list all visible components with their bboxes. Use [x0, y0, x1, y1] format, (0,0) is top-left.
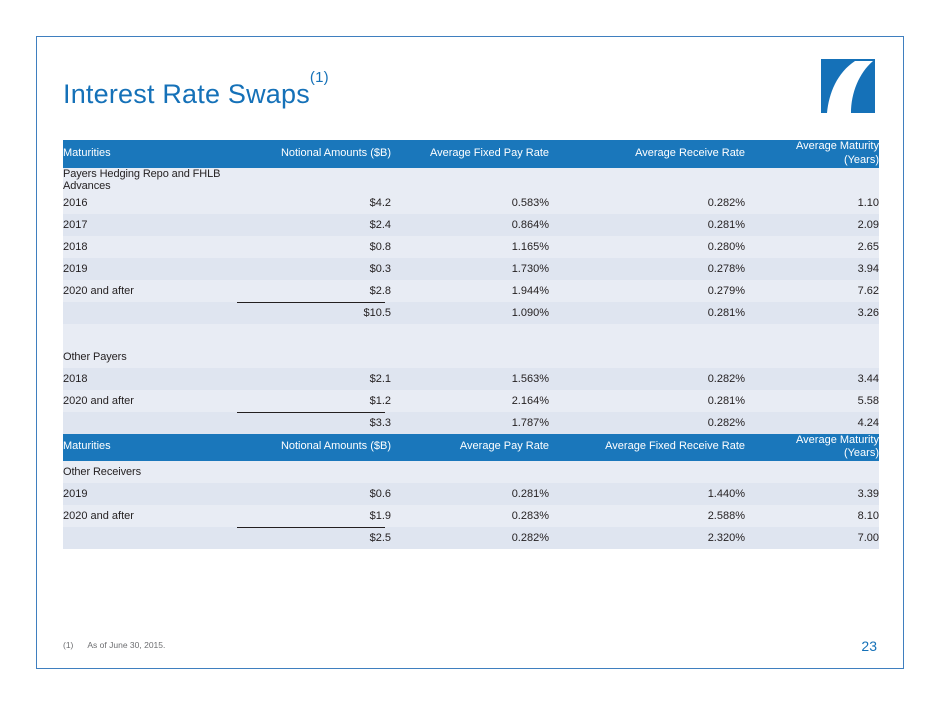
- row-notional: $0.8: [231, 236, 391, 258]
- row-col5: 5.58: [745, 390, 879, 412]
- slide-frame: [36, 36, 904, 669]
- table-row: [63, 258, 879, 280]
- row-col4: 0.280%: [549, 236, 745, 258]
- interest-rate-swaps-table: [63, 140, 879, 549]
- footnote-text: As of June 30, 2015.: [87, 640, 166, 650]
- row-col4: 0.281%: [549, 390, 745, 412]
- table-total-row: [63, 412, 879, 434]
- row-col5: 7.62: [745, 280, 879, 302]
- logo-swoosh-icon: [821, 59, 875, 113]
- table-row: [63, 214, 879, 236]
- row-notional: $2.4: [231, 214, 391, 236]
- section-label-payers-hedging: Payers Hedging Repo and FHLB Advances: [63, 168, 231, 192]
- row-maturity: 2020 and after: [63, 505, 231, 527]
- table-row: [63, 280, 879, 302]
- header1-avg-fixed-pay-rate: Average Fixed Pay Rate: [391, 140, 549, 168]
- header2-avg-maturity: [745, 434, 879, 462]
- section-blank-cell: [745, 461, 879, 483]
- header2-maturities: Maturities: [63, 434, 231, 462]
- row-col5: 1.10: [745, 192, 879, 214]
- row-col3: 0.864%: [391, 214, 549, 236]
- row-notional: $1.9: [231, 505, 391, 527]
- row-notional: $0.3: [231, 258, 391, 280]
- row-col3: 1.944%: [391, 280, 549, 302]
- total-col3: 0.282%: [391, 527, 549, 549]
- row-col3: 0.283%: [391, 505, 549, 527]
- section-blank-cell: [391, 461, 549, 483]
- row-col4: 0.282%: [549, 368, 745, 390]
- row-col3: 2.164%: [391, 390, 549, 412]
- header2-avg-pay-rate: Average Pay Rate: [391, 434, 549, 462]
- row-col4: 0.279%: [549, 280, 745, 302]
- table-spacer-row: [63, 324, 879, 346]
- page-title-footnote-marker: (1): [309, 68, 329, 86]
- row-col3: 1.563%: [391, 368, 549, 390]
- section-blank-cell: [549, 168, 745, 192]
- row-col4: 0.278%: [549, 258, 745, 280]
- row-col4: 2.588%: [549, 505, 745, 527]
- total-col3: 1.090%: [391, 302, 549, 324]
- table-row: [63, 236, 879, 258]
- total-notional: $10.5: [231, 302, 391, 324]
- footnote-marker: (1): [63, 640, 74, 650]
- section-blank-cell: [549, 461, 745, 483]
- row-notional: $2.1: [231, 368, 391, 390]
- row-col5: 2.65: [745, 236, 879, 258]
- spacer-cell: [231, 324, 391, 346]
- section-blank-cell: [745, 346, 879, 368]
- table-row: [63, 483, 879, 505]
- row-maturity: 2019: [63, 258, 231, 280]
- row-col5: 3.39: [745, 483, 879, 505]
- row-maturity: 2019: [63, 483, 231, 505]
- total-notional: $3.3: [231, 412, 391, 434]
- total-col5: 3.26: [745, 302, 879, 324]
- header1-avg-maturity-line1: Average Maturity: [796, 140, 879, 152]
- table-row: [63, 192, 879, 214]
- row-col4: 0.281%: [549, 214, 745, 236]
- table-total-row: [63, 527, 879, 549]
- table-section-label-row: [63, 346, 879, 368]
- total-col5: 7.00: [745, 527, 879, 549]
- row-col5: 3.94: [745, 258, 879, 280]
- footnote: [63, 640, 165, 650]
- section-blank-cell: [549, 346, 745, 368]
- row-maturity: 2017: [63, 214, 231, 236]
- row-col3: 0.281%: [391, 483, 549, 505]
- row-maturity: 2020 and after: [63, 280, 231, 302]
- row-col4: 1.440%: [549, 483, 745, 505]
- total-col5: 4.24: [745, 412, 879, 434]
- table-row: [63, 505, 879, 527]
- row-col3: 0.583%: [391, 192, 549, 214]
- page-title-text: Interest Rate Swaps: [63, 79, 310, 109]
- row-maturity: 2016: [63, 192, 231, 214]
- header1-notional: Notional Amounts ($B): [231, 140, 391, 168]
- section-blank-cell: [745, 168, 879, 192]
- table-header-row-1: [63, 140, 879, 168]
- header2-avg-maturity-line1: Average Maturity: [796, 433, 879, 446]
- header2-avg-maturity-line2: (Years): [843, 447, 879, 460]
- page-number: 23: [861, 638, 877, 654]
- row-notional: $0.6: [231, 483, 391, 505]
- section-label-other-receivers: Other Receivers: [63, 461, 231, 483]
- spacer-cell: [549, 324, 745, 346]
- total-col3: 1.787%: [391, 412, 549, 434]
- page-title: [63, 68, 329, 110]
- total-label: [63, 302, 231, 324]
- row-notional: $2.8: [231, 280, 391, 302]
- table-row: [63, 368, 879, 390]
- header2-notional: Notional Amounts ($B): [231, 434, 391, 462]
- total-col4: 0.281%: [549, 302, 745, 324]
- row-maturity: 2018: [63, 236, 231, 258]
- section-blank-cell: [231, 346, 391, 368]
- total-col4: 0.282%: [549, 412, 745, 434]
- section-blank-cell: [391, 168, 549, 192]
- table-total-row: [63, 302, 879, 324]
- spacer-cell: [63, 324, 231, 346]
- section-blank-cell: [231, 168, 391, 192]
- total-notional: $2.5: [231, 527, 391, 549]
- spacer-cell: [745, 324, 879, 346]
- table-header-row-2: [63, 434, 879, 462]
- section-blank-cell: [231, 461, 391, 483]
- table-section-label-row: [63, 461, 879, 483]
- section-blank-cell: [391, 346, 549, 368]
- header1-maturities: Maturities: [63, 140, 231, 168]
- row-col4: 0.282%: [549, 192, 745, 214]
- header1-avg-maturity: [745, 140, 879, 168]
- header1-avg-receive-rate: Average Receive Rate: [549, 140, 745, 168]
- row-notional: $4.2: [231, 192, 391, 214]
- row-col3: 1.165%: [391, 236, 549, 258]
- row-maturity: 2018: [63, 368, 231, 390]
- header2-avg-fixed-receive-rate: Average Fixed Receive Rate: [549, 434, 745, 462]
- header1-avg-maturity-line2: (Years): [843, 153, 879, 166]
- total-col4: 2.320%: [549, 527, 745, 549]
- row-col5: 8.10: [745, 505, 879, 527]
- table-section-label-row: [63, 168, 879, 192]
- company-logo: [821, 59, 875, 113]
- spacer-cell: [391, 324, 549, 346]
- total-label: [63, 527, 231, 549]
- row-col5: 2.09: [745, 214, 879, 236]
- total-label: [63, 412, 231, 434]
- section-label-other-payers: Other Payers: [63, 346, 231, 368]
- row-maturity: 2020 and after: [63, 390, 231, 412]
- row-col3: 1.730%: [391, 258, 549, 280]
- row-notional: $1.2: [231, 390, 391, 412]
- table-row: [63, 390, 879, 412]
- row-col5: 3.44: [745, 368, 879, 390]
